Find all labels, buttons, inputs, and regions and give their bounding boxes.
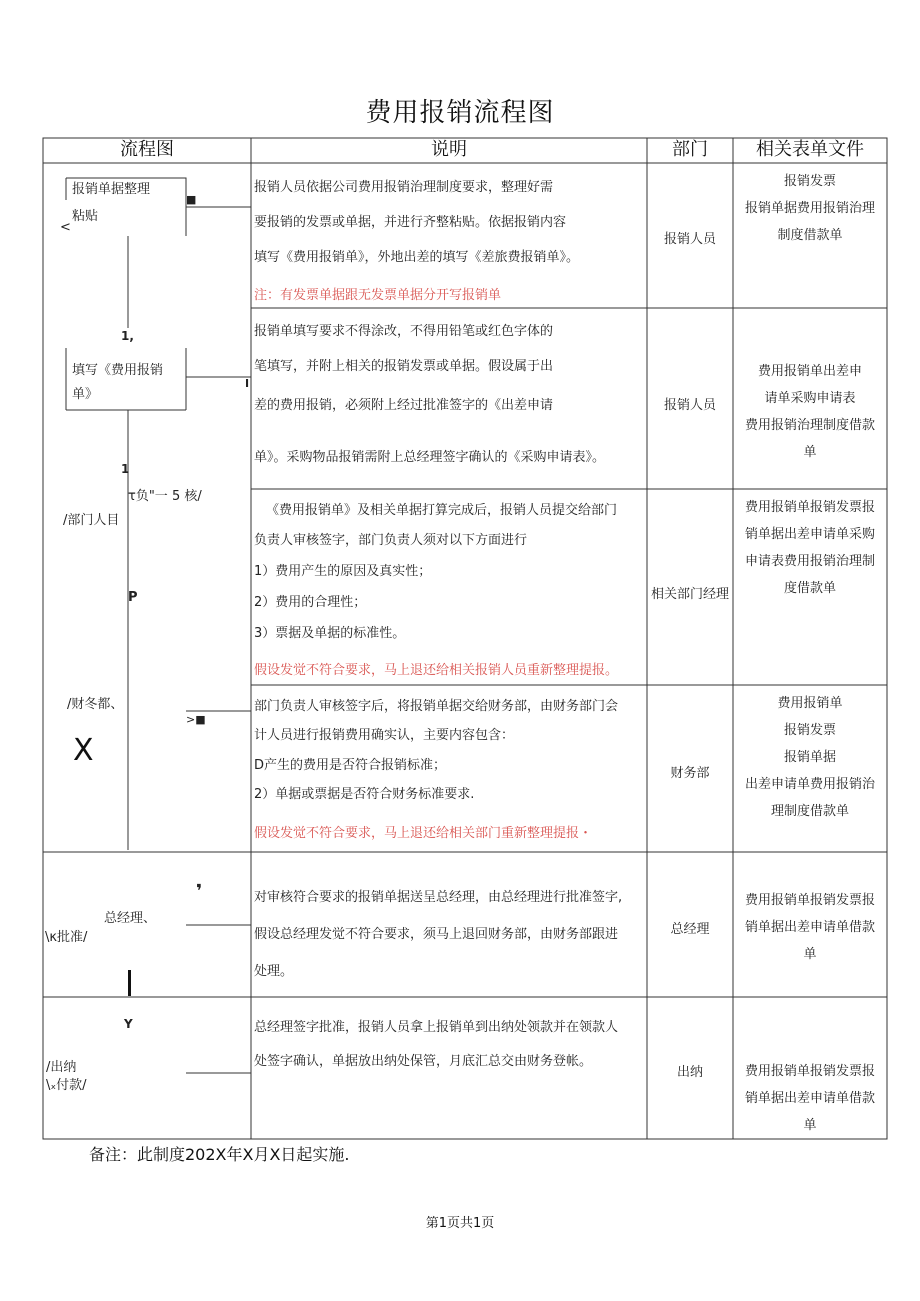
row3-form-1: 费用报销单报销发票报	[744, 500, 875, 515]
row4-form-1: 费用报销单	[777, 696, 843, 711]
row4-desc-line4: 2）单据或票据是否符合财务标准要求.	[254, 787, 475, 802]
flow-arrow-label-2: 1	[121, 462, 130, 476]
row2-forms	[733, 358, 887, 466]
row5-desc-line3: 处理。	[254, 964, 294, 979]
flow-arrow-label-1: 1,	[121, 329, 134, 343]
row1-department: 报销人员	[663, 232, 716, 247]
row3-department: 相关部门经理	[650, 587, 729, 602]
flow-step-fill-form-line2: 单》	[72, 387, 99, 402]
row1-forms	[733, 168, 887, 249]
row6-form-3: 单	[803, 1118, 817, 1133]
header-department: 部门	[672, 139, 708, 160]
flow-mark-y: Y	[124, 1017, 133, 1031]
row3-desc-line4: 2）费用的合理性；	[254, 595, 367, 610]
flow-mark-c: >■	[186, 713, 206, 726]
row5-desc-line1: 对审核符合要求的报销单据送呈总经理，由总经理进行批准签字,	[254, 890, 623, 905]
row4-desc-line3: D产生的费用是否符合报销标准；	[254, 758, 447, 773]
flow-step-cashier-line1: /出纳	[46, 1060, 77, 1075]
row3-form-4: 度借款单	[783, 581, 836, 596]
row2-desc-line4: 单》。采购物品报销需附上总经理签字确认的《采购申请表》。	[254, 450, 606, 465]
header-description: 说明	[431, 139, 467, 160]
flow-step-finance: /财冬都、	[67, 697, 124, 712]
flow-step-review-right: τ负"一 5 核/	[128, 489, 202, 504]
flow-mark-p: P	[128, 590, 138, 605]
row3-forms	[733, 494, 887, 602]
flow-step-sort-receipts-line1: 报销单据整理	[72, 182, 151, 197]
row2-desc-line2: 笔填写，并附上相关的报销发票或单据。假设属于出	[254, 359, 554, 374]
row6-form-2: 销单据出差申请单借款	[744, 1091, 875, 1106]
row3-desc-line2: 负责人审核签字，部门负责人须对以下方面进行	[254, 533, 528, 548]
row1-desc-note: 注：有发票单据跟无发票单据分开写报销单	[254, 288, 502, 303]
row1-desc-line2: 要报销的发票或单据，并进行齐整粘贴。依据报销内容	[254, 215, 567, 230]
row2-form-2: 请单采购申请表	[764, 391, 856, 406]
row4-desc-line2: 计人员进行报销费用确实认，主要内容包含：	[254, 728, 515, 743]
flow-step-cashier-line2: \ₓ付款/	[46, 1078, 87, 1093]
header-flowchart: 流程图	[120, 139, 174, 160]
row3-form-2: 销单据出差申请单采购	[744, 527, 875, 542]
row3-desc-line1: 《费用报销单》及相关单据打算完成后，报销人员提交给部门	[266, 503, 618, 518]
row1-form-2: 报销单据费用报销治理	[744, 201, 875, 216]
header-related-forms: 相关表单文件	[756, 139, 864, 160]
row4-department: 财务部	[670, 766, 710, 781]
row2-form-3: 费用报销治理制度借款	[744, 418, 875, 433]
row5-department: 总经理	[670, 922, 710, 937]
row1-form-3: 制度借款单	[777, 228, 843, 243]
row2-desc-line1: 报销单填写要求不得涂改，不得用铅笔或红色字体的	[254, 324, 554, 339]
row4-form-2: 报销发票	[783, 723, 836, 738]
row2-form-4: 单	[803, 445, 817, 460]
row5-forms	[733, 887, 887, 968]
flow-step-fill-form-line1: 填写《费用报销	[72, 363, 164, 378]
flow-step-gm-approve: \κ批准/	[45, 930, 88, 945]
flow-mark-bar-b: I	[245, 377, 250, 390]
row4-form-3: 报销单据	[783, 750, 836, 765]
row3-form-3: 申请表费用报销治理制	[744, 554, 875, 569]
row6-desc-line1: 总经理签字批准，报销人员拿上报销单到出纳处领款并在领款人	[254, 1020, 619, 1035]
row3-desc-note: 假设发觉不符合要求，马上退还给相关报销人员重新整理提报。	[254, 663, 619, 678]
row1-desc-line1: 报销人员依据公司费用报销治理制度要求，整理好需	[254, 180, 554, 195]
row1-form-1: 报销发票	[783, 174, 836, 189]
row4-forms	[733, 690, 887, 825]
page-footer: 第1页共1页	[425, 1216, 495, 1231]
flow-mark-lt: <	[60, 220, 71, 235]
flow-step-gm-top: 总经理、	[104, 911, 157, 926]
row4-desc-line1: 部门负责人审核签字后，将报销单据交给财务部，由财务部门会	[254, 699, 619, 714]
row6-desc-line2: 处签字确认，单据放出纳处保管，月底汇总交由财务登帐。	[254, 1054, 593, 1069]
row1-desc-line3: 填写《费用报销单》，外地出差的填写《差旅费报销单》。	[254, 250, 580, 265]
page-title: 费用报销流程图	[365, 98, 555, 128]
row2-form-1: 费用报销单出差申	[757, 364, 862, 379]
row3-desc-line5: 3）票据及单据的标准性。	[254, 626, 406, 641]
flow-mark-square-a: ■	[186, 193, 197, 206]
row5-form-1: 费用报销单报销发票报	[744, 893, 875, 908]
row4-form-5: 理制度借款单	[770, 804, 849, 819]
flow-mark-x: X	[73, 733, 94, 768]
flow-mark-d: ❜	[196, 881, 203, 902]
row5-form-3: 单	[803, 947, 817, 962]
flow-step-sort-receipts-line2: 粘贴	[72, 209, 99, 224]
row5-desc-line2: 假设总经理发觉不符合要求，须马上退回财务部，由财务部跟进	[254, 927, 619, 942]
row2-desc-line3: 差的费用报销，必须附上经过批准签字的《出差申请	[254, 398, 554, 413]
implementation-note: 备注：此制度202X年X月X日起实施.	[89, 1145, 350, 1164]
row4-desc-note: 假设发觉不符合要求，马上退还给相关部门重新整理提报・	[254, 826, 593, 841]
row5-form-2: 销单据出差申请单借款	[744, 920, 875, 935]
row6-form-1: 费用报销单报销发票报	[744, 1064, 875, 1079]
flow-step-review-left: /部门人目	[63, 513, 120, 528]
row2-department: 报销人员	[663, 398, 716, 413]
row6-forms	[733, 1058, 887, 1139]
row3-desc-line3: 1）费用产生的原因及真实性；	[254, 564, 432, 579]
row4-form-4: 出差申请单费用报销治	[744, 777, 875, 792]
row6-department: 出纳	[676, 1065, 703, 1080]
